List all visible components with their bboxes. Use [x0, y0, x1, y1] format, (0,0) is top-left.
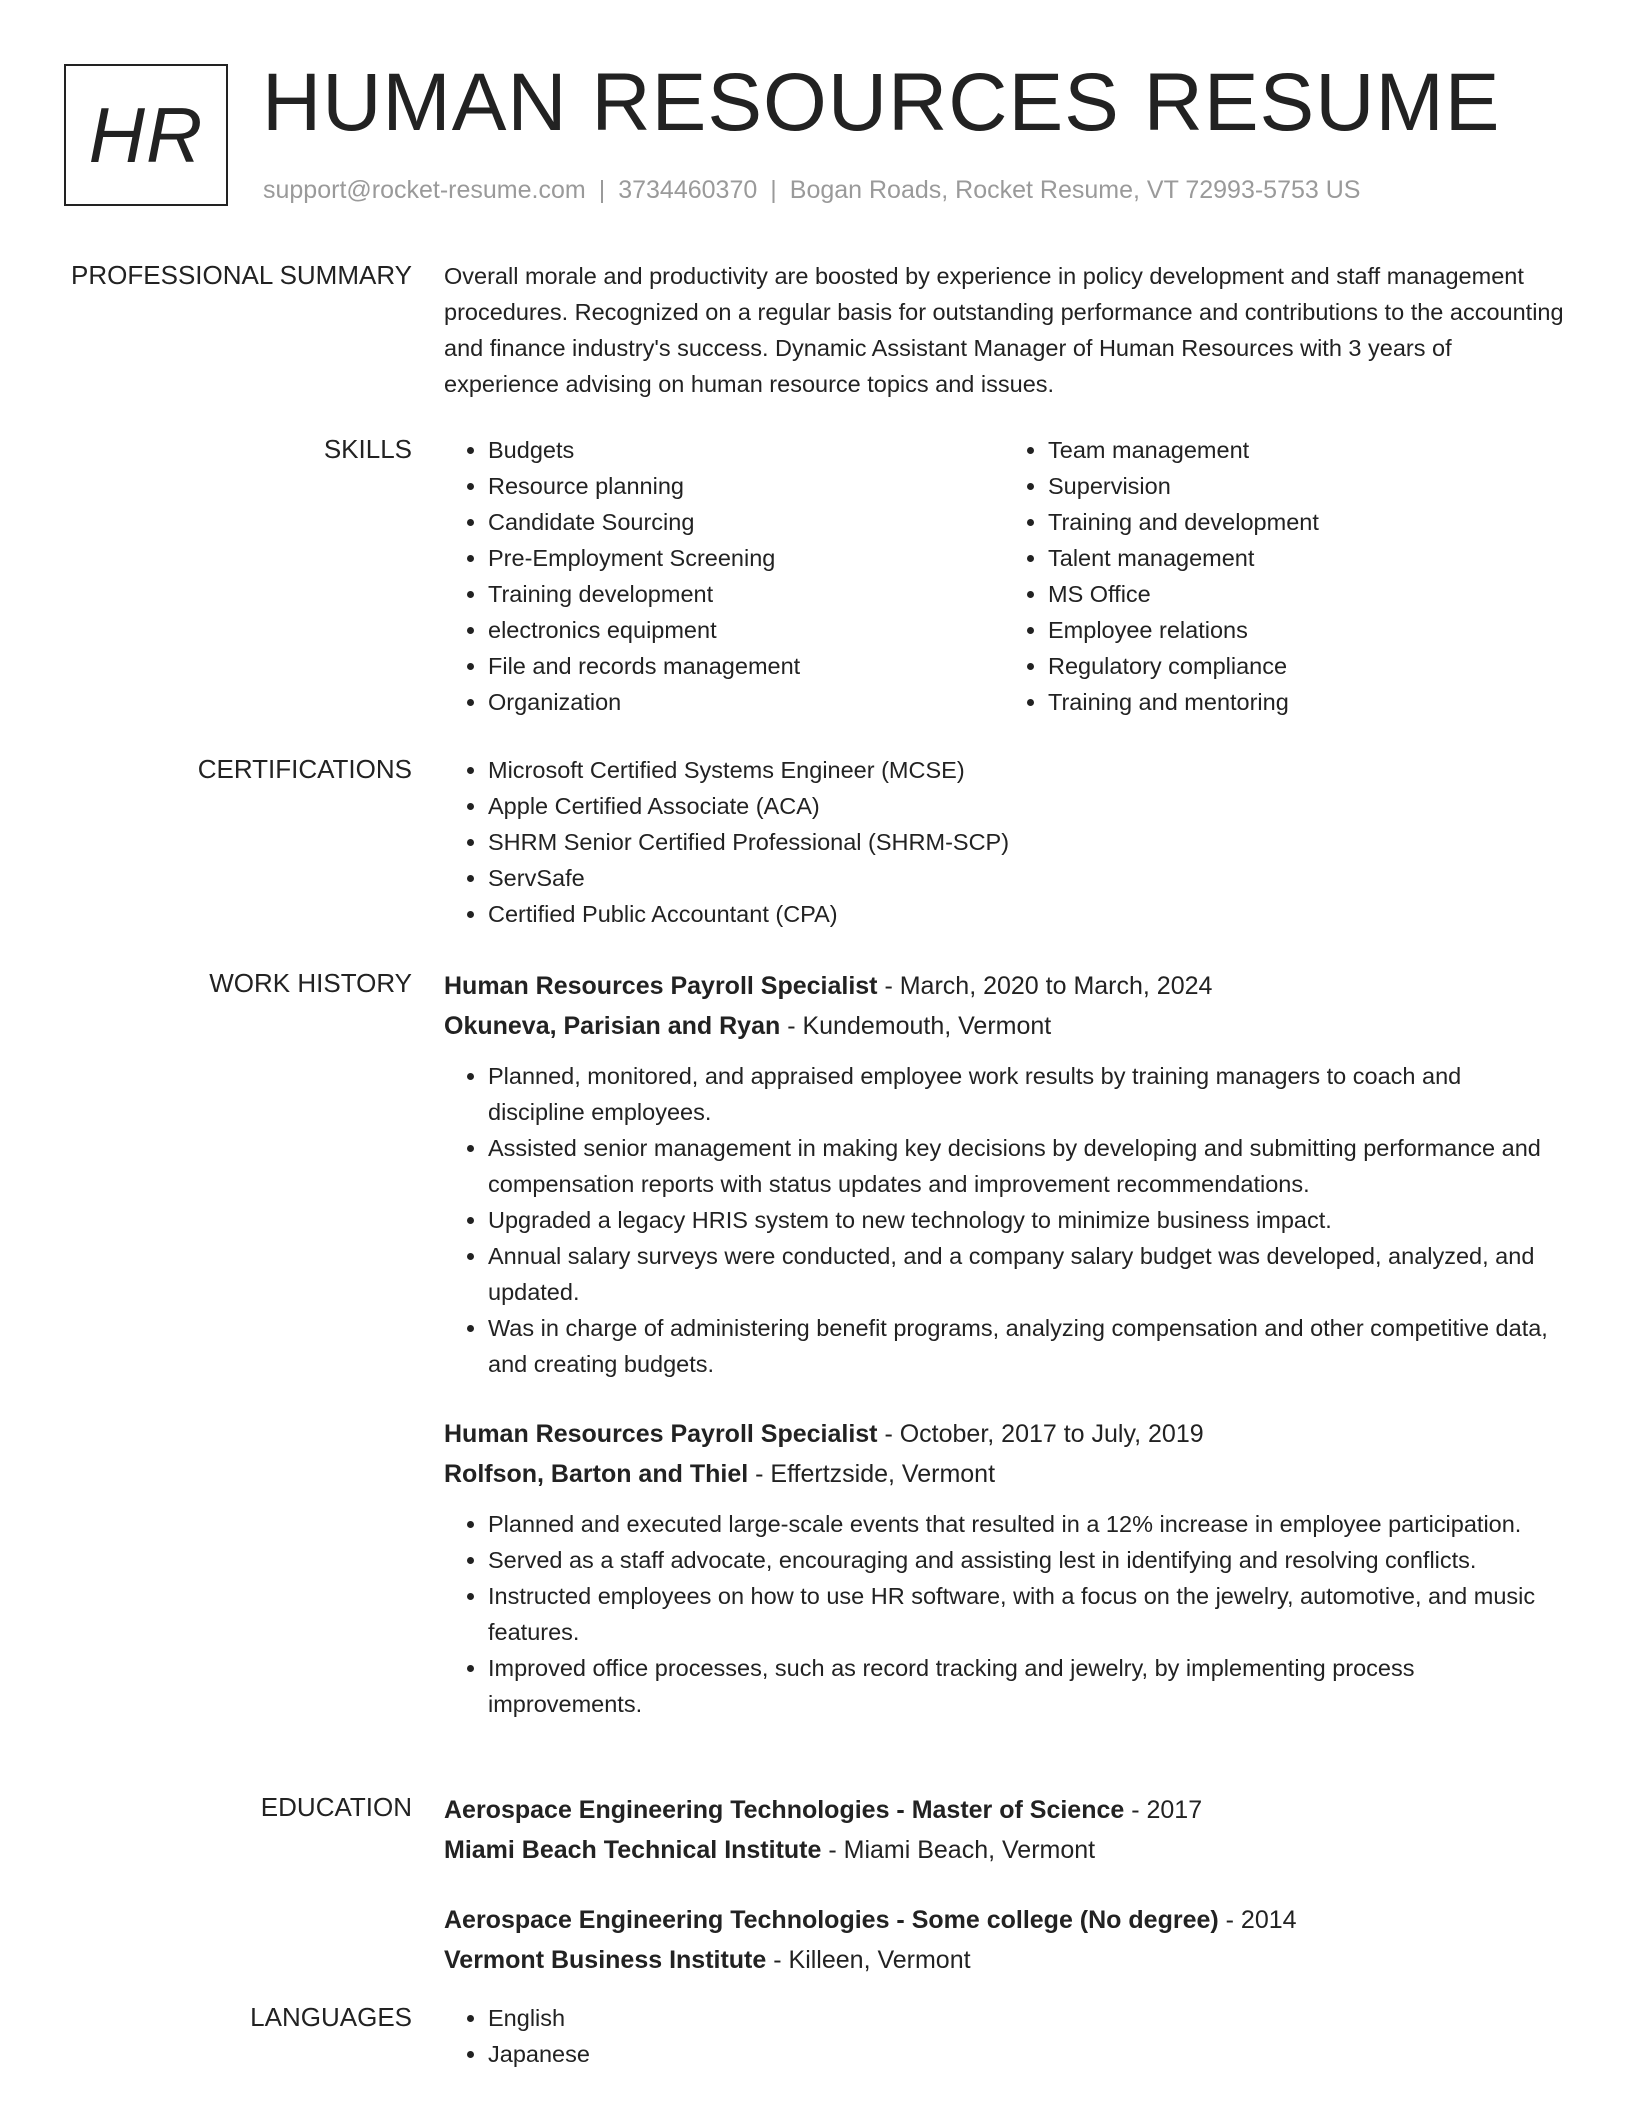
job-bullet: • Instructed employees on how to use HR software, with a focus on the jewelry, automotive, and music features. [488, 1578, 1564, 1650]
contact-phone[interactable]: 3734460370 [618, 176, 758, 204]
job-bullets [444, 1058, 1564, 1382]
language-item: • Japanese [488, 2036, 1564, 2072]
work-history-heading: WORK HISTORY [209, 968, 412, 998]
skill-item: • Regulatory compliance [1048, 648, 1564, 684]
skill-item: • Talent management [1048, 540, 1564, 576]
skill-item: • Training and development [1048, 504, 1564, 540]
skill-item: • Training development [488, 576, 1004, 612]
skill-item: • electronics equipment [488, 612, 1004, 648]
skill-item: • Team management [1048, 432, 1564, 468]
contact-address: Bogan Roads, Rocket Resume, VT 72993-5753 US [789, 176, 1361, 204]
skills-list-left [444, 432, 1004, 720]
job-company: Rolfson, Barton and Thiel [444, 1460, 749, 1488]
education-entry [444, 1790, 1564, 1870]
certification-item: • SHRM Senior Certified Professional (SHRM-SCP) [488, 824, 1564, 860]
job-title: Human Resources Payroll Specialist [444, 1420, 878, 1448]
job-bullet: • Was in charge of administering benefit programs, analyzing compensation and other competitive data, and creating budgets. [488, 1310, 1564, 1382]
certification-item: • Apple Certified Associate (ACA) [488, 788, 1564, 824]
skill-item: • Pre-Employment Screening [488, 540, 1004, 576]
job-bullet: • Annual salary surveys were conducted, and a company salary budget was developed, analyzed, and updated. [488, 1238, 1564, 1310]
skill-item: • Resource planning [488, 468, 1004, 504]
certification-item: • ServSafe [488, 860, 1564, 896]
languages-list [444, 2000, 1564, 2072]
certifications-list [444, 752, 1564, 932]
graduation-year: - 2017 [1124, 1796, 1203, 1824]
school: Miami Beach Technical Institute [444, 1836, 822, 1864]
degree: Aerospace Engineering Technologies - Some college (No degree) [444, 1906, 1219, 1934]
certification-item: • Microsoft Certified Systems Engineer (MCSE) [488, 752, 1564, 788]
skill-item: • Organization [488, 684, 1004, 720]
graduation-year: - 2014 [1218, 1906, 1297, 1934]
monogram-logo: HR [64, 64, 228, 206]
job-company-line [444, 1454, 1564, 1494]
job-bullet: • Improved office processes, such as record tracking and jewelry, by implementing process improvements. [488, 1650, 1564, 1722]
education-entry [444, 1900, 1564, 1980]
job-bullet: • Served as a staff advocate, encouraging and assisting lest in identifying and resolving conflicts. [488, 1542, 1564, 1578]
job-entry [444, 1414, 1564, 1722]
resume-title: HUMAN RESOURCES RESUME [262, 57, 1501, 148]
job-company-line [444, 1006, 1564, 1046]
languages-heading: LANGUAGES [250, 2002, 412, 2032]
job-bullets [444, 1506, 1564, 1722]
job-entry [444, 966, 1564, 1382]
job-title-line [444, 966, 1564, 1006]
summary-heading: PROFESSIONAL SUMMARY [71, 260, 412, 290]
skill-item: • Employee relations [1048, 612, 1564, 648]
school-line [444, 1940, 1564, 1980]
school-location: - Miami Beach, Vermont [821, 1836, 1096, 1864]
school-location: - Killeen, Vermont [766, 1946, 971, 1974]
job-title: Human Resources Payroll Specialist [444, 972, 878, 1000]
job-bullet: • Upgraded a legacy HRIS system to new technology to minimize business impact. [488, 1202, 1564, 1238]
job-dates: - March, 2020 to March, 2024 [877, 972, 1213, 1000]
degree-line [444, 1900, 1564, 1940]
job-dates: - October, 2017 to July, 2019 [877, 1420, 1204, 1448]
certifications-heading: CERTIFICATIONS [197, 754, 412, 784]
skill-item: • Training and mentoring [1048, 684, 1564, 720]
degree-line [444, 1790, 1564, 1830]
job-company: Okuneva, Parisian and Ryan [444, 1012, 781, 1040]
skill-item: • File and records management [488, 648, 1004, 684]
contact-separator: | [598, 176, 606, 204]
language-item: • English [488, 2000, 1564, 2036]
skill-item: • Supervision [1048, 468, 1564, 504]
degree: Aerospace Engineering Technologies - Master of Science [444, 1796, 1125, 1824]
skills-grid [444, 432, 1564, 720]
summary-text: Overall morale and productivity are boosted by experience in policy development and staff management procedures. Recognized on a regular basis for outstanding performance and contributions to the accounting and finance industry's success. Dynamic Assistant Manager of Human Resources with 3 years of experience advising on human resource topics and issues. [444, 263, 1564, 397]
job-bullet: • Planned and executed large-scale events that resulted in a 12% increase in employee participation. [488, 1506, 1564, 1542]
skill-item: • Candidate Sourcing [488, 504, 1004, 540]
skills-list-right [1004, 432, 1564, 720]
contact-email[interactable]: support@rocket-resume.com [263, 176, 586, 204]
contact-line [263, 176, 1360, 205]
job-bullet: • Assisted senior management in making key decisions by developing and submitting performance and compensation reports with status updates and improvement recommendations. [488, 1130, 1564, 1202]
school-line [444, 1830, 1564, 1870]
certification-item: • Certified Public Accountant (CPA) [488, 896, 1564, 932]
school: Vermont Business Institute [444, 1946, 767, 1974]
job-title-line [444, 1414, 1564, 1454]
job-location: - Effertzside, Vermont [748, 1460, 996, 1488]
job-bullet: • Planned, monitored, and appraised employee work results by training managers to coach and discipline employees. [488, 1058, 1564, 1130]
skill-item: • MS Office [1048, 576, 1564, 612]
skills-heading: SKILLS [323, 434, 412, 464]
job-location: - Kundemouth, Vermont [780, 1012, 1052, 1040]
education-heading: EDUCATION [260, 1792, 412, 1822]
contact-separator: | [770, 176, 777, 204]
skill-item: • Budgets [488, 432, 1004, 468]
